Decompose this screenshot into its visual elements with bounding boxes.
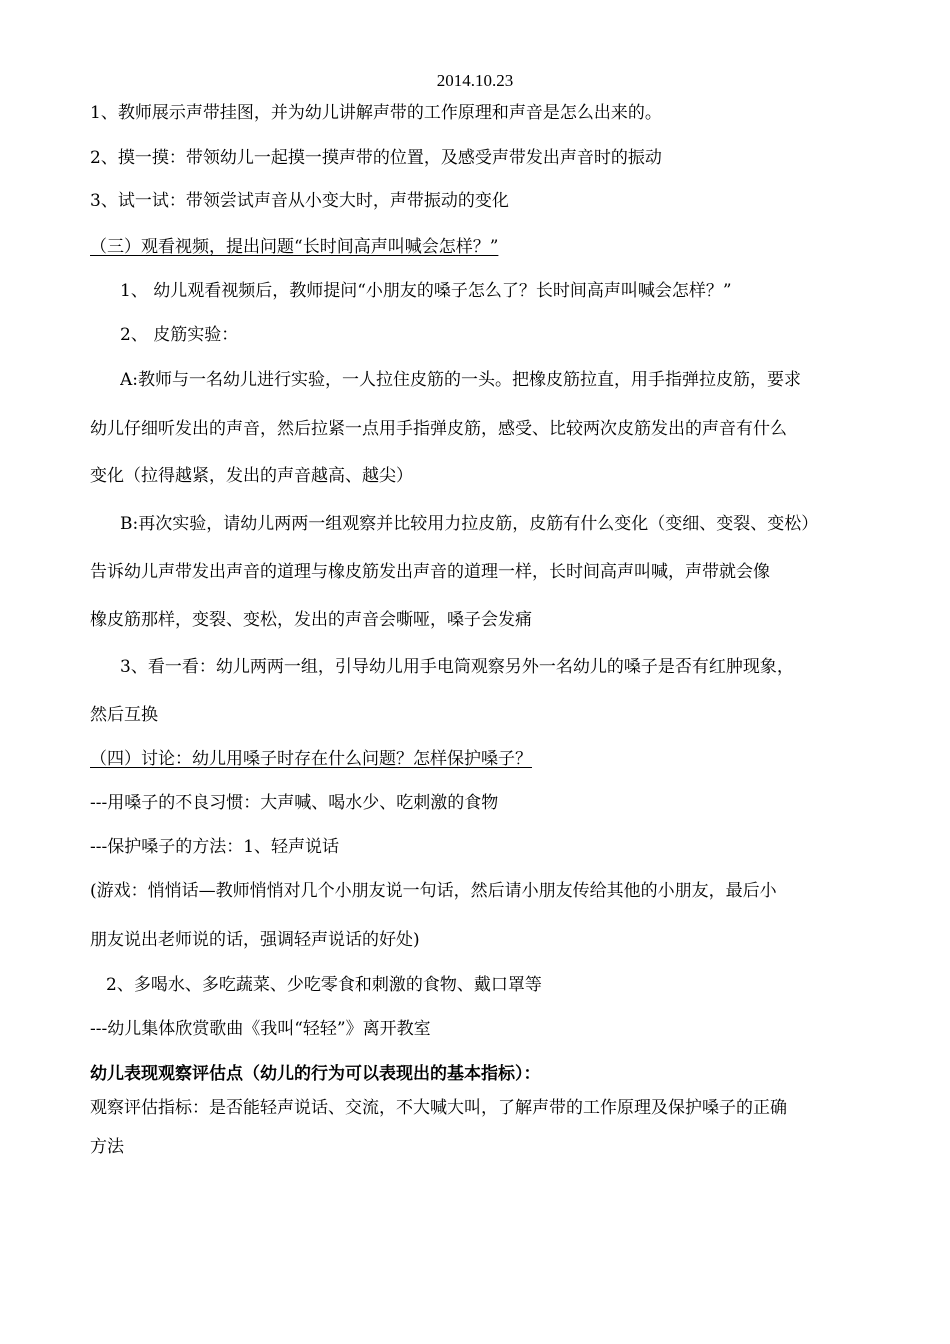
bad-habits-text: ---用嗓子的不良习惯：大声喊、喝水少、吃刺激的食物 <box>90 793 499 813</box>
section-3-item-2: 2、 皮筋实验： <box>120 325 239 345</box>
step-2-text: 2、摸一摸：带领幼儿一起摸一摸声带的位置，及感受声带发出声音时的振动 <box>90 148 662 168</box>
experiment-a-line-1: A:教师与一名幼儿进行实验，一人拉住皮筋的一头。把橡皮筋拉直，用手指弹拉皮筋，要求 <box>120 370 802 390</box>
look-step-line-1: 3、看一看：幼儿两两一组，引导幼儿用手电筒观察另外一名幼儿的嗓子是否有红肿现象， <box>120 657 794 677</box>
look-step-line-2: 然后互换 <box>90 705 158 725</box>
evaluation-heading: 幼儿表现观察评估点（幼儿的行为可以表现出的基本指标）： <box>90 1064 541 1084</box>
experiment-a-line-3: 变化（拉得越紧，发出的声音越高、越尖） <box>90 466 413 486</box>
game-line-2: 朋友说出老师说的话，强调轻声说话的好处) <box>90 930 420 950</box>
experiment-a-line-2: 幼儿仔细听发出的声音，然后拉紧一点用手指弹皮筋，感受、比较两次皮筋发出的声音有什么 <box>90 419 787 439</box>
game-line-1: (游戏：悄悄话—教师悄悄对几个小朋友说一句话，然后请小朋友传给其他的小朋友，最后小 <box>90 881 777 901</box>
protect-methods-text: ---保护嗓子的方法：1、轻声说话 <box>90 837 340 857</box>
evaluation-line-1: 观察评估指标：是否能轻声说话、交流，不大喊大叫，了解声带的工作原理及保护嗓子的正确 <box>90 1098 787 1118</box>
evaluation-line-2: 方法 <box>90 1137 124 1157</box>
document-date: 2014.10.23 <box>436 71 514 90</box>
step-1-text: 1、教师展示声带挂图，并为幼儿讲解声带的工作原理和声音是怎么出来的。 <box>90 103 662 123</box>
experiment-b-line-2: 告诉幼儿声带发出声音的道理与橡皮筋发出声音的道理一样，长时间高声叫喊，声带就会像 <box>90 562 770 582</box>
protect-method-2-text: 2、多喝水、多吃蔬菜、少吃零食和刺激的食物、戴口罩等 <box>106 975 542 995</box>
section-4-heading: （四）讨论：幼儿用嗓子时存在什么问题？怎样保护嗓子？ <box>90 749 532 769</box>
step-3-text: 3、试一试：带领尝试声音从小变大时，声带振动的变化 <box>90 191 509 211</box>
song-text: ---幼儿集体欣赏歌曲《我叫“轻轻”》离开教室 <box>90 1019 431 1039</box>
experiment-b-line-3: 橡皮筋那样，变裂、变松，发出的声音会嘶哑，嗓子会发痛 <box>90 610 532 630</box>
section-3-heading: （三）观看视频，提出问题“长时间高声叫喊会怎样？” <box>90 237 499 257</box>
section-3-item-1: 1、 幼儿观看视频后，教师提问“小朋友的嗓子怎么了？长时间高声叫喊会怎样？” <box>120 281 732 301</box>
experiment-b-line-1: B:再次实验，请幼儿两两一组观察并比较用力拉皮筋，皮筋有什么变化（变细、变裂、变松） <box>120 514 819 534</box>
